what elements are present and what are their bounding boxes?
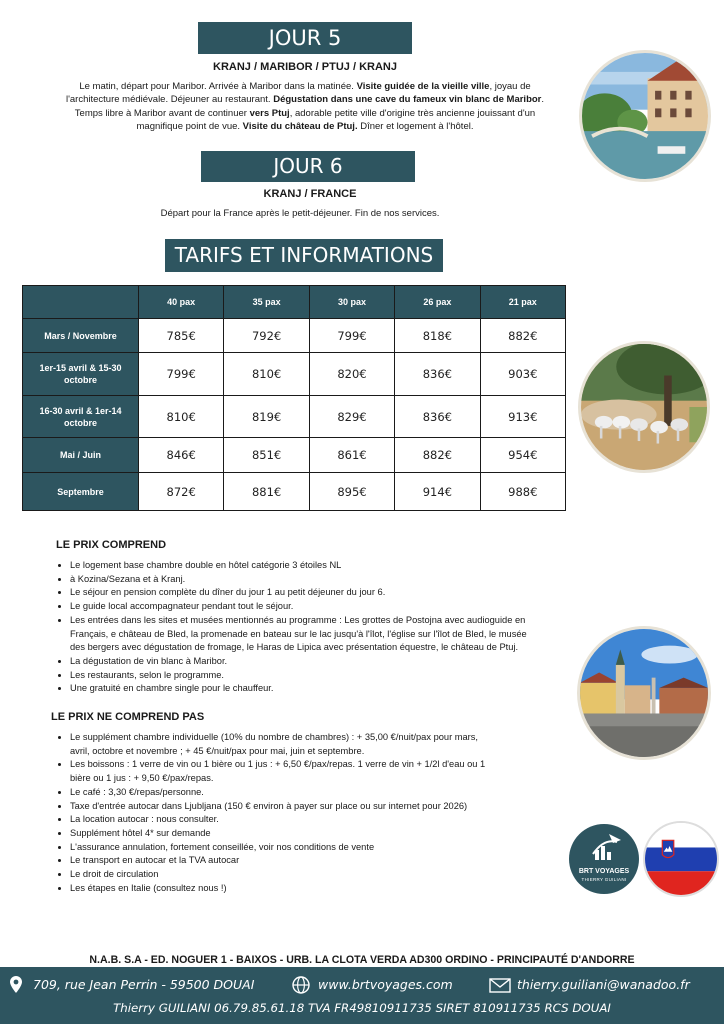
- price-row: [23, 438, 566, 473]
- list-item-line: • Le supplément chambre individuelle (10% du nombre de chambres) : + 35,00 €/nuit/pax pour mars,: [70, 732, 479, 742]
- included-item: [70, 669, 584, 683]
- includes-list: [56, 559, 584, 696]
- brt-voyages-logo: [569, 824, 639, 894]
- price-cell: 799€: [309, 319, 394, 353]
- list-item-line: • Les entrées dans les sites et musées mentionnés au programme : Les grottes de Postojna avec audioguide en: [70, 614, 526, 625]
- list-item-line: des bergers avec dégustation de fromage, le Haras de Lipica avec présentation équestre, le château de Ptuj.: [70, 642, 519, 653]
- day5-line: [8, 80, 602, 93]
- day5-text-segment: Visite du château de Ptuj.: [242, 121, 358, 133]
- price-cell: 820€: [309, 353, 394, 396]
- price-cell: 872€: [139, 473, 224, 511]
- list-item-line: • Le droit de circulation: [70, 869, 159, 880]
- price-cell: 836€: [395, 396, 480, 438]
- price-cell: 895€: [309, 473, 394, 511]
- list-item-line: • Le transport en autocar et la TVA autocar: [70, 855, 240, 866]
- price-cell: 810€: [139, 396, 224, 438]
- day5-text-segment: Le matin, départ pour Maribor. Arrivée à Maribor dans la matinée.: [79, 81, 357, 92]
- period-label-line: 16-30 avril & 1er-14: [39, 405, 122, 416]
- excluded-item: [70, 813, 584, 827]
- excluded-item: [70, 827, 584, 841]
- day5-text-segment: l'architecture médiévale. Déjeuner au restaurant.: [65, 94, 274, 106]
- included-item: [70, 614, 584, 655]
- price-cell: 954€: [480, 438, 565, 473]
- pax-column-header: 26 pax: [395, 286, 480, 319]
- price-cell: 818€: [395, 319, 480, 353]
- price-table: [22, 285, 566, 511]
- price-row: [23, 396, 566, 438]
- included-item: [70, 655, 584, 669]
- logo-subtitle: THIERRY GUILIANI: [581, 877, 627, 882]
- day5-line: [8, 93, 602, 106]
- legal-notice: N.A.B. S.A - ED. NOGUER 1 - BAIXOS - URB. LA CLOTA VERDA AD300 ORDINO - PRINCIPAUTÉ D'ANDORRE: [89, 954, 635, 966]
- pax-column-header: 30 pax: [309, 286, 394, 319]
- price-cell: 914€: [395, 473, 480, 511]
- period-label: [23, 473, 139, 511]
- list-item-line: • Le logement base chambre double en hôtel catégorie 3 étoiles NL: [70, 560, 342, 570]
- day5-line: [8, 107, 602, 120]
- day5-text-segment: , adorable petite ville d'origine très ancienne jouissant d'un: [289, 107, 536, 119]
- list-item-line: • Les étapes en Italie (consultez nous !): [70, 882, 227, 893]
- included-item: [70, 600, 584, 614]
- list-item-line: bière ou 1 jus : + 9,50 €/pax/repas.: [70, 773, 214, 784]
- day5-text-segment: Dîner et logement à l'hôtel.: [357, 121, 474, 133]
- period-label-line: Mai / Juin: [59, 450, 101, 460]
- footer-address: 709, rue Jean Perrin - 59500 DOUAI: [33, 977, 255, 992]
- price-cell: 810€: [224, 353, 309, 396]
- pax-column-header: 21 pax: [480, 286, 565, 319]
- day5-line: [8, 120, 602, 133]
- footer-bar: [0, 967, 724, 1024]
- slovenia-flag-icon: [643, 821, 719, 897]
- day5-description: [8, 80, 602, 134]
- footer-email[interactable]: thierry.guiliani@wanadoo.fr: [517, 977, 690, 992]
- price-row: [23, 473, 566, 511]
- list-item-line: • Les boissons : 1 verre de vin ou 1 bière ou 1 jus : + 6,50 €/pax/repas. 1 verre de vin + 1/2l d'eau ou 1: [70, 759, 486, 770]
- price-table-header: [23, 286, 566, 319]
- mail-icon: [489, 978, 511, 993]
- excluded-item: [70, 841, 584, 855]
- price-cell: 819€: [224, 396, 309, 438]
- period-label: [23, 396, 139, 438]
- price-cell: 785€: [139, 319, 224, 353]
- list-item-line: • Une gratuité en chambre single pour le chauffeur.: [70, 683, 274, 694]
- list-item-line: • Les restaurants, selon le programme.: [70, 669, 224, 680]
- price-cell: 836€: [395, 353, 480, 396]
- day5-text-segment: Temps libre à Maribor avant de continuer: [74, 107, 250, 119]
- period-label-line: octobre: [63, 375, 97, 385]
- logo-plane-icon: [569, 824, 639, 868]
- day5-text-segment: vers Ptuj: [249, 107, 290, 119]
- list-item-line: • à Kozina/Sezana et à Kranj.: [70, 573, 186, 584]
- excluded-item: [70, 786, 584, 800]
- period-label-line: Mars / Novembre: [44, 330, 117, 341]
- location-pin-icon: [10, 976, 22, 993]
- period-label: [23, 319, 139, 353]
- day5-text-segment: magnifique point de vue.: [136, 121, 243, 133]
- day5-text-segment: Visite guidée de la vieille ville: [356, 81, 490, 92]
- list-item-line: Français, e château de Bled, la promenade en bateau sur le lac jusqu'à l'îlot, l'église sur l'îlot de Bled, le musée: [70, 628, 527, 639]
- price-row: [23, 353, 566, 396]
- list-item-line: • Supplément hôtel 4* sur demande: [70, 827, 211, 838]
- tarifs-heading: TARIFS ET INFORMATIONS: [165, 239, 443, 272]
- period-label-line: Septembre: [57, 486, 104, 497]
- period-label: [23, 353, 139, 396]
- price-cell: 829€: [309, 396, 394, 438]
- excludes-list: [56, 731, 584, 895]
- footer-website[interactable]: www.brtvoyages.com: [318, 977, 453, 992]
- day6-heading: JOUR 6: [201, 151, 415, 182]
- day6-description: Départ pour la France après le petit-déjeuner. Fin de nos services.: [160, 208, 440, 219]
- maribor-square-photo: [577, 626, 711, 760]
- excluded-item: [70, 882, 584, 896]
- day5-route: KRANJ / MARIBOR / PTUJ / KRANJ: [213, 61, 397, 73]
- lipica-horses-photo: [578, 341, 710, 473]
- price-cell: 882€: [480, 319, 565, 353]
- list-item-line: • La location autocar : nous consulter.: [70, 814, 219, 825]
- price-cell: 903€: [480, 353, 565, 396]
- period-label-line: octobre: [63, 417, 97, 428]
- excluded-item: [70, 800, 584, 814]
- price-cell: 861€: [309, 438, 394, 473]
- excluded-item: [70, 758, 584, 785]
- day6-route: KRANJ / FRANCE: [263, 188, 357, 200]
- included-item: [70, 682, 584, 696]
- included-item: [70, 559, 584, 573]
- excludes-title: LE PRIX NE COMPREND PAS: [51, 711, 205, 723]
- price-cell: 882€: [395, 438, 480, 473]
- included-item: [70, 573, 584, 587]
- price-table-corner: [23, 286, 139, 319]
- day5-text-segment: , joyau de: [489, 81, 531, 92]
- footer-company-details: Thierry GUILIANI 06.79.85.61.18 TVA FR49810911735 SIRET 810911735 RCS DOUAI: [113, 1001, 611, 1015]
- price-cell: 988€: [480, 473, 565, 511]
- list-item-line: • Taxe d'entrée autocar dans Ljubljana (150 € environ à payer sur place ou sur internet pour 2026): [70, 800, 468, 811]
- price-cell: 799€: [139, 353, 224, 396]
- price-cell: 792€: [224, 319, 309, 353]
- globe-icon: [292, 976, 310, 994]
- excluded-item: [70, 868, 584, 882]
- price-cell: 851€: [224, 438, 309, 473]
- pax-column-header: 40 pax: [139, 286, 224, 319]
- includes-title: LE PRIX COMPREND: [56, 539, 167, 551]
- included-item: [70, 586, 584, 600]
- logo-name: BRT VOYAGES: [578, 868, 630, 875]
- list-item-line: • La dégustation de vin blanc à Maribor.: [70, 655, 228, 666]
- excluded-item: [70, 854, 584, 868]
- day5-heading: JOUR 5: [198, 22, 412, 54]
- price-cell: 881€: [224, 473, 309, 511]
- pax-column-header: 35 pax: [224, 286, 309, 319]
- day5-text-segment: Dégustation dans une cave du fameux vin blanc de Maribor: [273, 94, 542, 106]
- price-cell: 846€: [139, 438, 224, 473]
- list-item-line: • Le café : 3,30 €/repas/personne.: [70, 786, 204, 797]
- excluded-item: [70, 731, 584, 758]
- ljubljana-river-photo: [579, 50, 711, 182]
- day5-text-segment: .: [541, 94, 545, 106]
- period-label-line: 1er-15 avril & 15-30: [39, 363, 122, 373]
- list-item-line: • Le séjour en pension complète du dîner du jour 1 au petit déjeuner du jour 6.: [70, 587, 386, 598]
- price-cell: 913€: [480, 396, 565, 438]
- period-label: [23, 438, 139, 473]
- list-item-line: • Le guide local accompagnateur pendant tout le séjour.: [70, 601, 294, 612]
- list-item-line: • L'assurance annulation, fortement conseillée, voir nos conditions de vente: [70, 841, 375, 852]
- price-row: [23, 319, 566, 353]
- list-item-line: avril, octobre et novembre ; + 45 €/nuit/pax pour mai, juin et septembre.: [70, 745, 365, 756]
